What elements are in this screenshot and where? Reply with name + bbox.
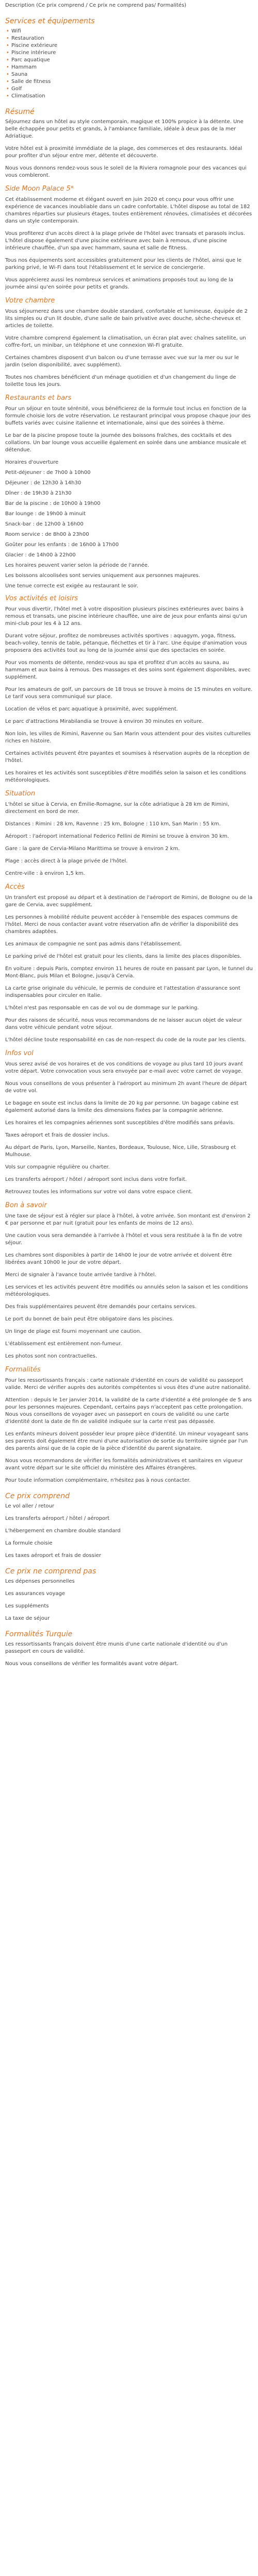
chambre-paragraph: Toutes nos chambres bénéficient d'un ménage quotidien et d'un changement du linge de toilette tous les jours. <box>5 375 236 387</box>
savoir-paragraph: Des frais supplémentaires peuvent être demandés pour certains services. <box>5 1304 197 1310</box>
formal-paragraph: Les ressortissants français doivent être munis d'une carte nationale d'identité ou d'un passeport en cours de validité. <box>5 1641 228 1654</box>
situation-paragraph: Gare : la gare de Cervia-Milano Marittima se trouve à environ 2 km. <box>5 846 180 852</box>
savoir-paragraph: Une caution vous sera demandée à l'arrivée à l'hôtel et vous sera restituée à la fin de votre séjour. <box>5 1233 243 1246</box>
infos-paragraph: Au départ de Paris, Lyon, Marseille, Nantes, Bordeaux, Toulouse, Nice, Lille, Strasbourg et Mulhouse. <box>5 1145 236 1158</box>
bullet-icon: • <box>6 57 9 63</box>
hours-item: Snack-bar : de 12h00 à 16h00 <box>5 521 84 527</box>
hours-item: Déjeuner : de 12h30 à 14h30 <box>5 480 82 486</box>
acces-paragraph: L'hôtel décline toute responsabilité en cas de non-respect du code de la route par les clients. <box>5 1037 246 1043</box>
formalites-paragraph: Attention : depuis le 1er janvier 2014, la validité de la carte d'identité a été prolongée de 5 ans pour les personnes majeures. Cependant, certains pays n'acceptent pas cette prolongation. Nous vous conseillons de voyager avec un passeport en cours de validité ou une carte d'identité dont la date de fin de validité indiquée sur la carte n'est pas dépassée. <box>5 1397 252 1425</box>
service-item: • Hammam <box>6 64 37 70</box>
restaurants-section <box>5 405 253 454</box>
infos-paragraph: Retrouvez toutes les informations sur votre vol dans votre espace client. <box>5 1189 193 1195</box>
bullet-icon: • <box>6 72 9 77</box>
infos-paragraph: Vols sur compagnie régulière ou charter. <box>5 1164 110 1170</box>
acces-paragraph: En voiture : depuis Paris, comptez environ 11 heures de route en passant par Lyon, le tunnel du Mont-Blanc, puis Milan et Bologne, jusqu'à Cervia. <box>5 966 253 979</box>
service-item: • Golf <box>6 86 22 92</box>
activites-paragraph: Durant votre séjour, profitez de nombreuses activités sportives : aquagym, yoga, fitness, beach-volley, tennis de table, pétanque, fléchettes et tir à l'arc. Une équipe d'animation vous proposera des activités tout au long de la journée ainsi que des spectacles en soirée. <box>5 633 247 653</box>
acces-paragraph: Un transfert est proposé au départ et à destination de l'aéroport de Rimini, de Bologne ou de la gare de Cervia, avec supplément. <box>5 895 253 908</box>
service-item: • Piscine extérieure <box>6 43 58 48</box>
comprend-item: L'hébergement en chambre double standard <box>5 1528 121 1534</box>
comprend-heading: Ce prix comprend <box>5 1492 70 1500</box>
formal-section <box>5 1641 253 1668</box>
bullet-icon: • <box>6 64 9 70</box>
hotel-section <box>5 196 253 291</box>
service-item: • Wifi <box>6 28 21 34</box>
resume-section <box>5 118 253 179</box>
hours-item: Room service : de 8h00 à 23h00 <box>5 532 89 537</box>
restaurants-paragraph: Le bar de la piscine propose toute la journée des boissons fraîches, des cocktails et des collations. Un bar lounge vous accueille également en soirée dans une ambiance musicale et détendue. <box>5 433 247 453</box>
activites-heading: Vos activités et loisirs <box>5 595 78 602</box>
infos-paragraph: Le bagage en soute est inclus dans la limite de 20 kg par personne. Un bagage cabine est également autorisé dans la limite des dimensions fixées par la compagnie aérienne. <box>5 1100 239 1113</box>
nepas-item: Les dépenses personnelles <box>5 1579 75 1584</box>
hours-item: Bar lounge : de 19h00 à minuit <box>5 511 86 517</box>
acces-section <box>5 894 253 1044</box>
chambre-section <box>5 308 253 388</box>
hours-note: Les boissons alcoolisées sont servies uniquement aux personnes majeures. <box>5 573 200 579</box>
resume-paragraph: Séjournez dans un hôtel au style contemporain, magique et 100% propice à la détente. Une belle échappée pour petits et grands, à l'ambiance familiale, idéale à deux pas de la mer Adriatique. <box>5 119 244 139</box>
infos-paragraph: Nous vous conseillons de vous présenter à l'aéroport au minimum 2h avant l'heure de départ de votre vol. <box>5 1081 247 1094</box>
bullet-icon: • <box>6 28 9 34</box>
formalites-section <box>5 1377 253 1484</box>
chambre-heading: Votre chambre <box>5 297 55 304</box>
service-item: • Sauna <box>6 72 28 77</box>
hours-item: Goûter pour les enfants : de 16h00 à 17h00 <box>5 542 119 548</box>
formalites-paragraph: Pour les ressortissants français : carte nationale d'identité en cours de validité ou passeport valide. Merci de vérifier auprès des autorités compétentes si vous êtes d'une autre nationalité. <box>5 1378 251 1391</box>
situation-heading: Situation <box>5 790 36 798</box>
service-item: • Parc aquatique <box>6 57 50 63</box>
bullet-icon: • <box>6 93 9 99</box>
acces-heading: Accès <box>5 883 25 891</box>
nepas-heading: Ce prix ne comprend pas <box>5 1567 96 1575</box>
hours-item: Petit-déjeuner : de 7h00 à 10h00 <box>5 470 91 476</box>
hotel-heading: Side Moon Palace 5* <box>5 185 74 193</box>
savoir-paragraph: Les services et les activités peuvent être modifiés ou annulés selon la saison et les conditions météorologiques. <box>5 1284 248 1297</box>
situation-section <box>5 801 253 877</box>
hotel-paragraph: Vous apprécierez aussi les nombreux services et animations proposés tout au long de la journée ainsi qu'en soirée pour petits et grands. <box>5 277 234 290</box>
acces-paragraph: La carte grise originale du véhicule, le permis de conduire et l'attestation d'assurance sont indispensables pour circuler en Italie. <box>5 986 240 998</box>
comprend-item: Les transferts aéroport / hôtel / aéroport <box>5 1516 110 1521</box>
services-heading: Services et équipements <box>5 17 95 25</box>
formalites-paragraph: Pour toute information complémentaire, n'hésitez pas à nous contacter. <box>5 1478 191 1483</box>
formalites-paragraph: Les enfants mineurs doivent posséder leur propre pièce d'identité. Un mineur voyageant sans ses parents doit également être muni d'une autorisation de sortie du territoire signée par l'un des parents ainsi que de la copie de la pièce d'identité du parent signataire. <box>5 1431 249 1451</box>
acces-paragraph: L'hôtel n'est pas responsable en cas de vol ou de dommage sur le parking. <box>5 1005 199 1011</box>
chambre-paragraph: Votre chambre comprend également la climatisation, un écran plat avec chaînes satellite, un coffre-fort, un minibar, un téléphone et une connexion Wi-Fi gratuite. <box>5 335 246 348</box>
resume-paragraph: Votre hôtel est à proximité immédiate de la plage, des commerces et des restaurants. Idéal pour profiter d'un séjour entre mer, détente et découverte. <box>5 146 243 159</box>
infos-paragraph: Vous serez avisé de vos horaires et de vos conditions de voyage au plus tard 10 jours avant votre départ. Votre convocation vous sera envoyée par e-mail avec votre carnet de voyage. <box>5 1061 243 1074</box>
acces-paragraph: Les personnes à mobilité réduite peuvent accéder à l'ensemble des espaces communs de l'hôtel. Merci de nous contacter avant votre réservation afin de vérifier la disponibilité des chambres adaptées. <box>5 914 238 935</box>
hours-section <box>5 459 253 590</box>
comprend-item: La formule choisie <box>5 1540 53 1546</box>
bullet-icon: • <box>6 36 9 41</box>
services-list <box>5 28 253 100</box>
hotel-paragraph: Cet établissement moderne et élégant ouvert en juin 2020 et conçu pour vous offrir une expérience de vacances inoubliable dans un cadre confortable. L'hôtel dispose au total de 182 chambres réparties sur plusieurs étages, toutes entièrement rénovées, climatisées et décorées dans un style contemporain. <box>5 197 252 224</box>
hotel-paragraph: Vous profiterez d'un accès direct à la plage privée de l'hôtel avec transats et parasols inclus. L'hôtel dispose également d'une piscine extérieure avec bain à remous, d'une piscine intérieure chauffée, d'un spa avec hammam, sauna et salle de fitness. <box>5 231 245 251</box>
hours-note: Les horaires peuvent varier selon la période de l'année. <box>5 563 150 568</box>
savoir-paragraph: Merci de signaler à l'avance toute arrivée tardive à l'hôtel. <box>5 1272 156 1278</box>
acces-paragraph: Pour des raisons de sécurité, nous vous recommandons de ne laisser aucun objet de valeur dans votre véhicule pendant votre séjour. <box>5 1018 242 1030</box>
situation-paragraph: L'hôtel se situe à Cervia, en Émilie-Romagne, sur la côte adriatique à 28 km de Rimini, directement en bord de mer. <box>5 802 230 815</box>
situation-paragraph: Distances : Rimini : 28 km, Ravenne : 25 km, Bologne : 110 km, San Marin : 55 km. <box>5 821 221 827</box>
nepas-section <box>5 1578 253 1622</box>
formal-paragraph: Nous vous conseillons de vérifier les formalités avant votre départ. <box>5 1661 179 1667</box>
service-item: • Piscine intérieure <box>6 50 56 56</box>
situation-paragraph: Plage : accès direct à la plage privée de l'hôtel. <box>5 858 128 864</box>
formalites-heading: Formalités <box>5 1366 41 1374</box>
savoir-paragraph: Les photos sont non contractuelles. <box>5 1353 98 1359</box>
hours-note: Une tenue correcte est exigée au restaurant le soir. <box>5 583 138 589</box>
hours-item: Bar de la piscine : de 10h00 à 19h00 <box>5 501 101 506</box>
savoir-section <box>5 1213 253 1360</box>
restaurants-heading: Restaurants et bars <box>5 394 72 402</box>
service-item: • Salle de fitness <box>6 79 51 84</box>
comprend-item: Le vol aller / retour <box>5 1503 54 1509</box>
service-item: • Climatisation <box>6 93 45 99</box>
infos-paragraph: Les transferts aéroport / hôtel / aéroport sont inclus dans votre forfait. <box>5 1177 187 1182</box>
resume-heading: Résumé <box>5 108 35 116</box>
infos-paragraph: Les horaires et les compagnies aériennes sont susceptibles d'être modifiés sans préavis. <box>5 1120 235 1126</box>
formal-heading: Formalités Turquie <box>5 1630 73 1638</box>
chambre-paragraph: Vous séjournerez dans une chambre double standard, confortable et lumineuse, équipée de 2 lits simples ou d'un lit double, d'une salle de bain privative avec douche, sèche-cheveux et articles de toilette. <box>5 309 248 329</box>
activites-paragraph: Pour vous divertir, l'hôtel met à votre disposition plusieurs piscines extérieures avec bains à remous et transats, une piscine intérieure chauffée, une aire de jeux pour enfants ainsi qu'un mini-club pour les 4 à 12 ans. <box>5 606 247 626</box>
intro-text: Description (Ce prix comprend / Ce prix ne comprend pas/ Formalités) <box>5 3 187 8</box>
nepas-item: Les assurances voyage <box>5 1591 66 1597</box>
savoir-paragraph: Un linge de plage est fourni moyennant une caution. <box>5 1329 142 1334</box>
activites-paragraph: Non loin, les villes de Rimini, Ravenne ou San Marin vous attendent pour des visites culturelles riches en histoire. <box>5 731 251 744</box>
hotel-paragraph: Tous nos équipements sont accessibles gratuitement pour les clients de l'hôtel, ainsi que le parking privé, le Wi-Fi dans tout l'établissement et le service de conciergerie. <box>5 258 242 270</box>
activites-paragraph: Location de vélos et parc aquatique à proximité, avec supplément. <box>5 706 178 712</box>
bullet-icon: • <box>6 86 9 92</box>
savoir-heading: Bon à savoir <box>5 1201 47 1209</box>
infos-section <box>5 1061 253 1196</box>
service-item: • Restauration <box>6 36 44 41</box>
nepas-item: La taxe de séjour <box>5 1616 50 1621</box>
activites-paragraph: Le parc d'attractions Mirabilandia se trouve à environ 30 minutes en voiture. <box>5 719 204 724</box>
restaurants-paragraph: Pour un séjour en toute sérénité, vous bénéficierez de la formule tout inclus en fonction de la formule choisie lors de votre réservation. Le restaurant principal vous propose chaque jour des buffets variés avec cuisine italienne et internationale, ainsi que des soirées à thème. <box>5 406 251 426</box>
situation-paragraph: Centre-ville : à environ 1,5 km. <box>5 871 85 876</box>
formalites-paragraph: Nous vous recommandons de vérifier les formalités administratives et sanitaires en vigueur avant votre départ sur le site officiel du ministère des Affaires étrangères. <box>5 1458 243 1471</box>
situation-paragraph: Aéroport : l'aéroport international Federico Fellini de Rimini se trouve à environ 30 km. <box>5 834 229 839</box>
acces-paragraph: Les animaux de compagnie ne sont pas admis dans l'établissement. <box>5 941 182 947</box>
hours-item: Glacier : de 14h00 à 22h00 <box>5 552 76 558</box>
acces-paragraph: Le parking privé de l'hôtel est gratuit pour les clients, dans la limite des places disponibles. <box>5 954 241 959</box>
activites-paragraph: Les horaires et les activités sont susceptibles d'être modifiés selon la saison et les conditions météorologiques. <box>5 770 246 783</box>
chambre-paragraph: Certaines chambres disposent d'un balcon ou d'une terrasse avec vue sur la mer ou sur le jardin (selon disponibilité, avec supplément). <box>5 355 239 368</box>
savoir-paragraph: L'établissement est entièrement non-fumeur. <box>5 1341 122 1347</box>
activites-paragraph: Pour les amateurs de golf, un parcours de 18 trous se trouve à moins de 15 minutes en voiture. Le tarif vous sera communiqué sur place. <box>5 687 253 700</box>
activites-section <box>5 606 253 784</box>
savoir-paragraph: Le port du bonnet de bain peut être obligatoire dans les piscines. <box>5 1316 174 1322</box>
resume-paragraph: Nous vous donnons rendez-vous sous le soleil de la Riviera romagnole pour des vacances qui vous combleront. <box>5 165 247 178</box>
savoir-paragraph: Une taxe de séjour est à régler sur place à l'hôtel, à votre arrivée. Son montant est d'environ 2 € par personne et par nuit (gratuit pour les enfants de moins de 12 ans). <box>5 1213 251 1226</box>
activites-paragraph: Certaines activités peuvent être payantes et soumises à réservation auprès de la réception de l'hôtel. <box>5 751 250 764</box>
comprend-section <box>5 1503 253 1560</box>
savoir-paragraph: Les chambres sont disponibles à partir de 14h00 le jour de votre arrivée et doivent être libérées avant 10h00 le jour de votre départ. <box>5 1252 232 1265</box>
activites-paragraph: Pour vos moments de détente, rendez-vous au spa et profitez d'un accès au sauna, au hammam et aux bains à remous. Des massages et des soins sont également disponibles, avec supplément. <box>5 660 251 680</box>
nepas-item: Les suppléments <box>5 1603 49 1609</box>
infos-paragraph: Taxes aéroport et frais de dossier inclus. <box>5 1132 109 1138</box>
comprend-item: Les taxes aéroport et frais de dossier <box>5 1553 101 1558</box>
infos-heading: Infos vol <box>5 1049 34 1057</box>
bullet-icon: • <box>6 43 9 48</box>
bullet-icon: • <box>6 50 9 56</box>
hours-heading: Horaires d'ouverture <box>5 460 59 465</box>
hours-item: Dîner : de 19h30 à 21h30 <box>5 490 72 496</box>
bullet-icon: • <box>6 79 9 84</box>
